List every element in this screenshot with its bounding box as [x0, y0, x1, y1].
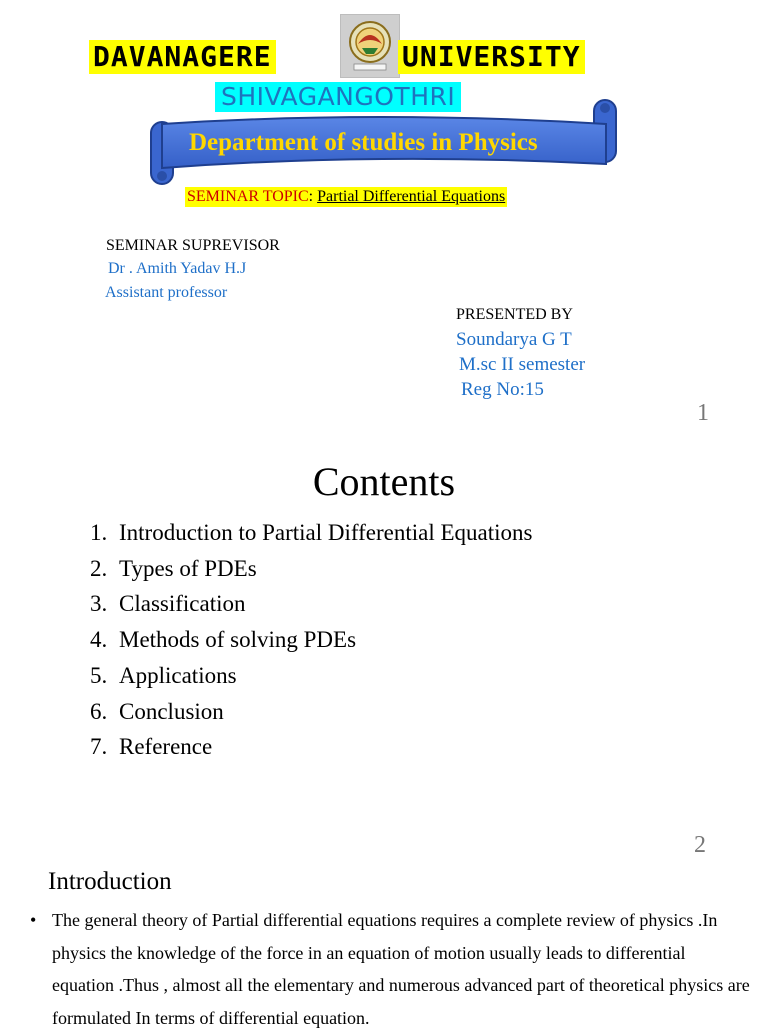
- seminar-topic: [185, 187, 507, 207]
- list-item: [90, 586, 532, 622]
- introduction-paragraph: [30, 904, 750, 1034]
- department-title: Department of studies in Physics: [189, 129, 538, 156]
- presenter-reg: Reg No:15: [461, 379, 544, 400]
- supervisor-name: Dr . Amith Yadav H.J: [108, 260, 247, 277]
- presenter-name: Soundarya G T: [456, 329, 572, 350]
- list-item-number: 5.: [90, 662, 108, 688]
- presenter-heading: PRESENTED BY: [456, 306, 573, 323]
- page-number-2: 2: [694, 832, 706, 858]
- introduction-title: Introduction: [48, 868, 172, 895]
- contents-title: Contents: [312, 459, 456, 504]
- list-item-number: 6.: [90, 698, 108, 724]
- list-item-label: Classification: [119, 591, 246, 617]
- list-item-number: 1.: [90, 520, 108, 545]
- seminar-topic-value: Partial Differential Equations: [317, 188, 506, 205]
- bullet-icon: •: [30, 910, 37, 930]
- list-item-label: Introduction to Partial Differential Equations: [119, 520, 533, 545]
- university-name-right: UNIVERSITY: [398, 40, 585, 74]
- list-item-label: Types of PDEs: [119, 555, 257, 581]
- university-name-left: DAVANAGERE: [89, 40, 276, 74]
- list-item: [90, 658, 532, 694]
- supervisor-title: Assistant professor: [105, 284, 228, 301]
- list-item: [90, 551, 532, 587]
- university-seal-icon: [340, 14, 400, 78]
- list-item-label: Applications: [119, 662, 237, 688]
- supervisor-heading: SEMINAR SUPREVISOR: [106, 237, 280, 254]
- seminar-topic-separator: :: [308, 188, 314, 205]
- list-item-number: 3.: [90, 591, 108, 617]
- list-item: [90, 515, 532, 551]
- list-item: [90, 622, 532, 658]
- department-banner: [148, 96, 618, 188]
- campus-name: SHIVAGANGOTHRI: [215, 82, 461, 112]
- list-item-number: 7.: [90, 734, 108, 760]
- introduction-text: The general theory of Partial differential equations requires a complete review of physics .In physics the knowledge of the force in an equation of motion usually leads to differential equation .Thus , almost all the elementary and numerous advanced part of theoretical physics are formulated In terms of differential equation.: [52, 910, 750, 1028]
- presenter-class: M.sc II semester: [459, 354, 586, 375]
- page-number-1: 1: [697, 400, 709, 426]
- contents-list: [90, 515, 532, 765]
- list-item-label: Conclusion: [119, 698, 224, 724]
- list-item-number: 4.: [90, 627, 108, 653]
- list-item-number: 2.: [90, 555, 108, 581]
- list-item-label: Reference: [119, 734, 213, 760]
- list-item: [90, 729, 532, 765]
- seminar-topic-label: SEMINAR TOPIC: [187, 188, 309, 205]
- list-item-label: Methods of solving PDEs: [119, 627, 357, 653]
- list-item: [90, 694, 532, 730]
